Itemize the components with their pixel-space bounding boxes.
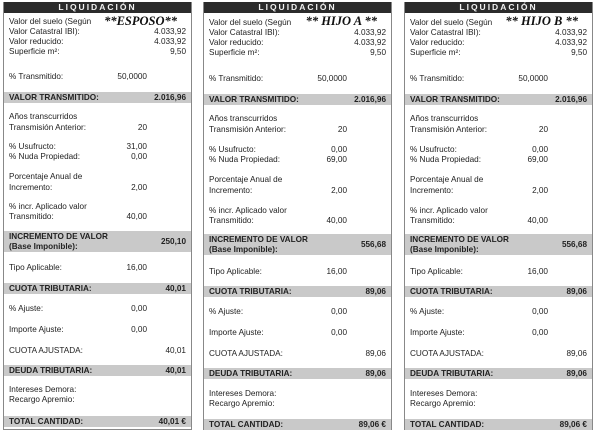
row-incr-aplicado [204, 206, 391, 216]
label-intereses-demora: Intereses Demora: [9, 385, 77, 394]
value-transmitido: 50,0000 [117, 72, 147, 81]
label-valor-reducido: Valor reducido: [209, 38, 264, 47]
bar-total-cantidad [204, 419, 391, 430]
label-importe-ajuste: Importe Ajuste: [410, 328, 465, 337]
bar-incremento-valor [204, 234, 391, 255]
value-cuota-tributaria: 89,06 [566, 287, 587, 296]
label-porcentaje-anual: Porcentaje Anual de [9, 172, 83, 181]
row-usufructo [4, 142, 191, 152]
row-cuota-ajustada [204, 349, 391, 359]
value-porcentaje: 2,00 [532, 186, 548, 195]
row-valor-catastral [405, 28, 592, 38]
row-incremento [4, 183, 191, 193]
row-superficie [204, 48, 391, 58]
row-usufructo [204, 145, 391, 155]
value-valor-reducido: 4.033,92 [555, 38, 587, 47]
label-incr-aplicado: % incr. Aplicado valor [9, 202, 87, 211]
row-cuota-ajustada [405, 349, 592, 359]
label-importe-ajuste: Importe Ajuste: [209, 328, 264, 337]
row-ajuste [405, 307, 592, 317]
row-valor-catastral [204, 28, 391, 38]
label-total-cantidad: TOTAL CANTIDAD: [410, 420, 485, 429]
value-anos: 20 [137, 123, 147, 132]
row-recargo-apremio [405, 399, 592, 409]
value-valor-catastral: 4.033,92 [555, 28, 587, 37]
label-valor-suelo: Valor del suelo (Según [209, 18, 292, 27]
value-nuda-propiedad: 0,00 [131, 152, 147, 161]
label-cuota-ajustada: CUOTA AJUSTADA: [209, 349, 283, 358]
value-valor-transmitido: 2.016,96 [555, 95, 587, 104]
label-incremento: Incremento: [410, 186, 454, 195]
value-usufructo: 31,00 [126, 142, 147, 151]
bar-total-cantidad [405, 419, 592, 430]
row-intereses-demora [405, 389, 592, 399]
row-transmision-anterior [204, 125, 391, 135]
value-incr-aplicado: 40,00 [326, 216, 347, 225]
label-incr-transmitido: Transmitido: [410, 216, 455, 225]
row-superficie [4, 47, 191, 57]
value-cuota-ajustada: 89,06 [365, 349, 386, 358]
label-deuda-tributaria: DEUDA TRIBUTARIA: [209, 369, 293, 378]
row-anos-transcurridos [405, 114, 592, 124]
row-anos-transcurridos [4, 112, 191, 122]
value-nuda-propiedad: 69,00 [527, 155, 548, 164]
row-transmitido [405, 74, 592, 84]
bar-incremento-valor [405, 234, 592, 255]
value-valor-catastral: 4.033,92 [354, 28, 386, 37]
value-incremento: 556,68 [360, 240, 386, 249]
label-incremento-valor: INCREMENTO DE VALOR [209, 235, 308, 244]
row-importe-ajuste [405, 328, 592, 338]
label-valor-reducido: Valor reducido: [410, 38, 465, 47]
value-superficie: 9,50 [170, 47, 186, 56]
label-ajuste: % Ajuste: [9, 304, 44, 313]
label-anos-transcurridos: Años transcurridos [410, 114, 479, 123]
bar-deuda-tributaria [405, 368, 592, 379]
value-valor-transmitido: 2.016,96 [354, 95, 386, 104]
label-porcentaje-anual: Porcentaje Anual de [209, 175, 283, 184]
bar-deuda-tributaria [4, 365, 191, 376]
row-nuda-propiedad [4, 152, 191, 162]
value-tipo-aplicable: 16,00 [126, 263, 147, 272]
row-recargo-apremio [4, 395, 191, 405]
label-valor-catastral: Valor Catastral IBI): [209, 28, 280, 37]
row-porcentaje-anual [4, 172, 191, 182]
label-base-imponible: (Base Imponible): [9, 242, 78, 251]
label-superficie: Superficie m²: [209, 48, 260, 57]
value-ajuste: 0,00 [331, 307, 347, 316]
label-importe-ajuste: Importe Ajuste: [9, 325, 64, 334]
label-valor-transmitido: VALOR TRANSMITIDO: [209, 95, 299, 104]
bar-cuota-tributaria [405, 286, 592, 297]
label-incremento: Incremento: [209, 186, 253, 195]
label-transmitido: % Transmitido: [9, 72, 64, 81]
panel-title: ** HIJO B ** [505, 14, 578, 28]
row-cuota-ajustada [4, 346, 191, 356]
value-incremento: 250,10 [160, 237, 186, 246]
value-cuota-ajustada: 89,06 [566, 349, 587, 358]
label-usufructo: % Usufructo: [209, 145, 256, 154]
label-valor-catastral: Valor Catastral IBI): [410, 28, 481, 37]
value-valor-catastral: 4.033,92 [154, 27, 186, 36]
label-superficie: Superficie m²: [9, 47, 60, 56]
panel-header: LIQUIDACIÓN [204, 2, 391, 13]
label-incr-transmitido: Transmitido: [209, 216, 254, 225]
value-incremento: 556,68 [561, 240, 587, 249]
label-total-cantidad: TOTAL CANTIDAD: [9, 417, 84, 426]
value-incr-aplicado: 40,00 [126, 212, 147, 221]
row-porcentaje-anual [204, 175, 391, 185]
label-recargo-apremio: Recargo Apremio: [209, 399, 275, 408]
panel-title: **ESPOSO** [104, 14, 177, 28]
value-transmitido: 50,0000 [317, 74, 347, 83]
value-transmitido: 50,0000 [518, 74, 548, 83]
row-anos-transcurridos [204, 114, 391, 124]
row-incr-aplicado [4, 202, 191, 212]
row-transmision-anterior [405, 125, 592, 135]
bar-valor-transmitido [405, 94, 592, 105]
row-incremento [405, 186, 592, 196]
row-tipo-aplicable [204, 267, 391, 277]
row-porcentaje-anual [405, 175, 592, 185]
value-anos: 20 [538, 125, 548, 134]
bar-valor-transmitido [4, 92, 191, 103]
row-importe-ajuste [4, 325, 191, 335]
row-intereses-demora [4, 385, 191, 395]
label-total-cantidad: TOTAL CANTIDAD: [209, 420, 284, 429]
row-incr-transmitido [204, 216, 391, 226]
row-recargo-apremio [204, 399, 391, 409]
value-incr-aplicado: 40,00 [527, 216, 548, 225]
row-incr-transmitido [4, 212, 191, 222]
value-total-cantidad: 40,01 € [158, 417, 186, 426]
liquidacion-panel-hijo-b [404, 2, 593, 430]
bar-valor-transmitido [204, 94, 391, 105]
label-tipo-aplicable: Tipo Aplicable: [209, 267, 262, 276]
label-recargo-apremio: Recargo Apremio: [410, 399, 476, 408]
value-deuda-tributaria: 89,06 [365, 369, 386, 378]
bar-cuota-tributaria [204, 286, 391, 297]
value-valor-reducido: 4.033,92 [154, 37, 186, 46]
row-ajuste [4, 304, 191, 314]
row-incremento [204, 186, 391, 196]
label-incremento-valor: INCREMENTO DE VALOR [9, 232, 108, 241]
label-base-imponible: (Base Imponible): [209, 245, 278, 254]
bar-cuota-tributaria [4, 283, 191, 294]
label-cuota-tributaria: CUOTA TRIBUTARIA: [410, 287, 493, 296]
label-ajuste: % Ajuste: [209, 307, 244, 316]
label-incr-aplicado: % incr. Aplicado valor [410, 206, 488, 215]
panel-title: ** HIJO A ** [305, 14, 377, 28]
row-valor-reducido [405, 38, 592, 48]
label-nuda-propiedad: % Nuda Propiedad: [9, 152, 81, 161]
label-tipo-aplicable: Tipo Aplicable: [9, 263, 62, 272]
label-transmitido: % Transmitido: [209, 74, 264, 83]
value-usufructo: 0,00 [532, 145, 548, 154]
label-ajuste: % Ajuste: [410, 307, 445, 316]
label-porcentaje-anual: Porcentaje Anual de [410, 175, 484, 184]
label-anos-transcurridos: Años transcurridos [9, 112, 78, 121]
label-incr-transmitido: Transmitido: [9, 212, 54, 221]
label-transmitido: % Transmitido: [410, 74, 465, 83]
label-incremento: Incremento: [9, 183, 53, 192]
label-transmision-anterior: Transmisión Anterior: [209, 125, 287, 134]
label-anos-transcurridos: Años transcurridos [209, 114, 278, 123]
label-valor-transmitido: VALOR TRANSMITIDO: [410, 95, 500, 104]
label-valor-suelo: Valor del suelo (Según [9, 17, 92, 26]
label-intereses-demora: Intereses Demora: [410, 389, 478, 398]
label-valor-catastral: Valor Catastral IBI): [9, 27, 80, 36]
panel-header: LIQUIDACIÓN [405, 2, 592, 13]
value-cuota-tributaria: 40,01 [165, 284, 186, 293]
row-usufructo [405, 145, 592, 155]
value-superficie: 9,50 [370, 48, 386, 57]
row-valor-suelo [4, 17, 191, 27]
row-ajuste [204, 307, 391, 317]
liquidacion-panel-esposo [3, 2, 192, 430]
label-base-imponible: (Base Imponible): [410, 245, 479, 254]
row-incr-transmitido [405, 216, 592, 226]
value-cuota-ajustada: 40,01 [165, 346, 186, 355]
label-tipo-aplicable: Tipo Aplicable: [410, 267, 463, 276]
value-importe-ajuste: 0,00 [331, 328, 347, 337]
row-transmision-anterior [4, 123, 191, 133]
row-valor-reducido [4, 37, 191, 47]
label-cuota-ajustada: CUOTA AJUSTADA: [410, 349, 484, 358]
label-incr-aplicado: % incr. Aplicado valor [209, 206, 287, 215]
row-valor-suelo [405, 18, 592, 28]
label-nuda-propiedad: % Nuda Propiedad: [410, 155, 482, 164]
label-valor-transmitido: VALOR TRANSMITIDO: [9, 93, 99, 102]
value-total-cantidad: 89,06 € [358, 420, 386, 429]
row-transmitido [4, 72, 191, 82]
bar-total-cantidad [4, 416, 191, 427]
label-valor-suelo: Valor del suelo (Según [410, 18, 493, 27]
row-valor-suelo [204, 18, 391, 28]
value-tipo-aplicable: 16,00 [527, 267, 548, 276]
value-importe-ajuste: 0,00 [532, 328, 548, 337]
row-intereses-demora [204, 389, 391, 399]
value-importe-ajuste: 0,00 [131, 325, 147, 334]
value-anos: 20 [337, 125, 347, 134]
label-recargo-apremio: Recargo Apremio: [9, 395, 75, 404]
value-usufructo: 0,00 [331, 145, 347, 154]
label-cuota-ajustada: CUOTA AJUSTADA: [9, 346, 83, 355]
label-transmision-anterior: Transmisión Anterior: [410, 125, 488, 134]
row-importe-ajuste [204, 328, 391, 338]
label-nuda-propiedad: % Nuda Propiedad: [209, 155, 281, 164]
label-deuda-tributaria: DEUDA TRIBUTARIA: [410, 369, 494, 378]
row-valor-reducido [204, 38, 391, 48]
value-total-cantidad: 89,06 € [559, 420, 587, 429]
row-nuda-propiedad [405, 155, 592, 165]
label-incremento-valor: INCREMENTO DE VALOR [410, 235, 509, 244]
value-deuda-tributaria: 40,01 [165, 366, 186, 375]
row-superficie [405, 48, 592, 58]
value-valor-transmitido: 2.016,96 [154, 93, 186, 102]
value-nuda-propiedad: 69,00 [326, 155, 347, 164]
row-transmitido [204, 74, 391, 84]
row-valor-catastral [4, 27, 191, 37]
bar-deuda-tributaria [204, 368, 391, 379]
value-superficie: 9,50 [571, 48, 587, 57]
label-usufructo: % Usufructo: [9, 142, 56, 151]
value-tipo-aplicable: 16,00 [326, 267, 347, 276]
value-porcentaje: 2,00 [131, 183, 147, 192]
row-nuda-propiedad [204, 155, 391, 165]
value-deuda-tributaria: 89,06 [566, 369, 587, 378]
value-porcentaje: 2,00 [331, 186, 347, 195]
label-valor-reducido: Valor reducido: [9, 37, 64, 46]
value-ajuste: 0,00 [532, 307, 548, 316]
label-superficie: Superficie m²: [410, 48, 461, 57]
label-intereses-demora: Intereses Demora: [209, 389, 277, 398]
value-valor-reducido: 4.033,92 [354, 38, 386, 47]
label-deuda-tributaria: DEUDA TRIBUTARIA: [9, 366, 93, 375]
row-incr-aplicado [405, 206, 592, 216]
label-usufructo: % Usufructo: [410, 145, 457, 154]
liquidacion-panel-hijo-a [203, 2, 392, 430]
label-cuota-tributaria: CUOTA TRIBUTARIA: [9, 284, 92, 293]
bar-incremento-valor [4, 231, 191, 252]
panel-header: LIQUIDACIÓN [4, 2, 191, 13]
value-cuota-tributaria: 89,06 [365, 287, 386, 296]
value-ajuste: 0,00 [131, 304, 147, 313]
label-transmision-anterior: Transmisión Anterior: [9, 123, 87, 132]
label-cuota-tributaria: CUOTA TRIBUTARIA: [209, 287, 292, 296]
row-tipo-aplicable [405, 267, 592, 277]
row-tipo-aplicable [4, 263, 191, 273]
